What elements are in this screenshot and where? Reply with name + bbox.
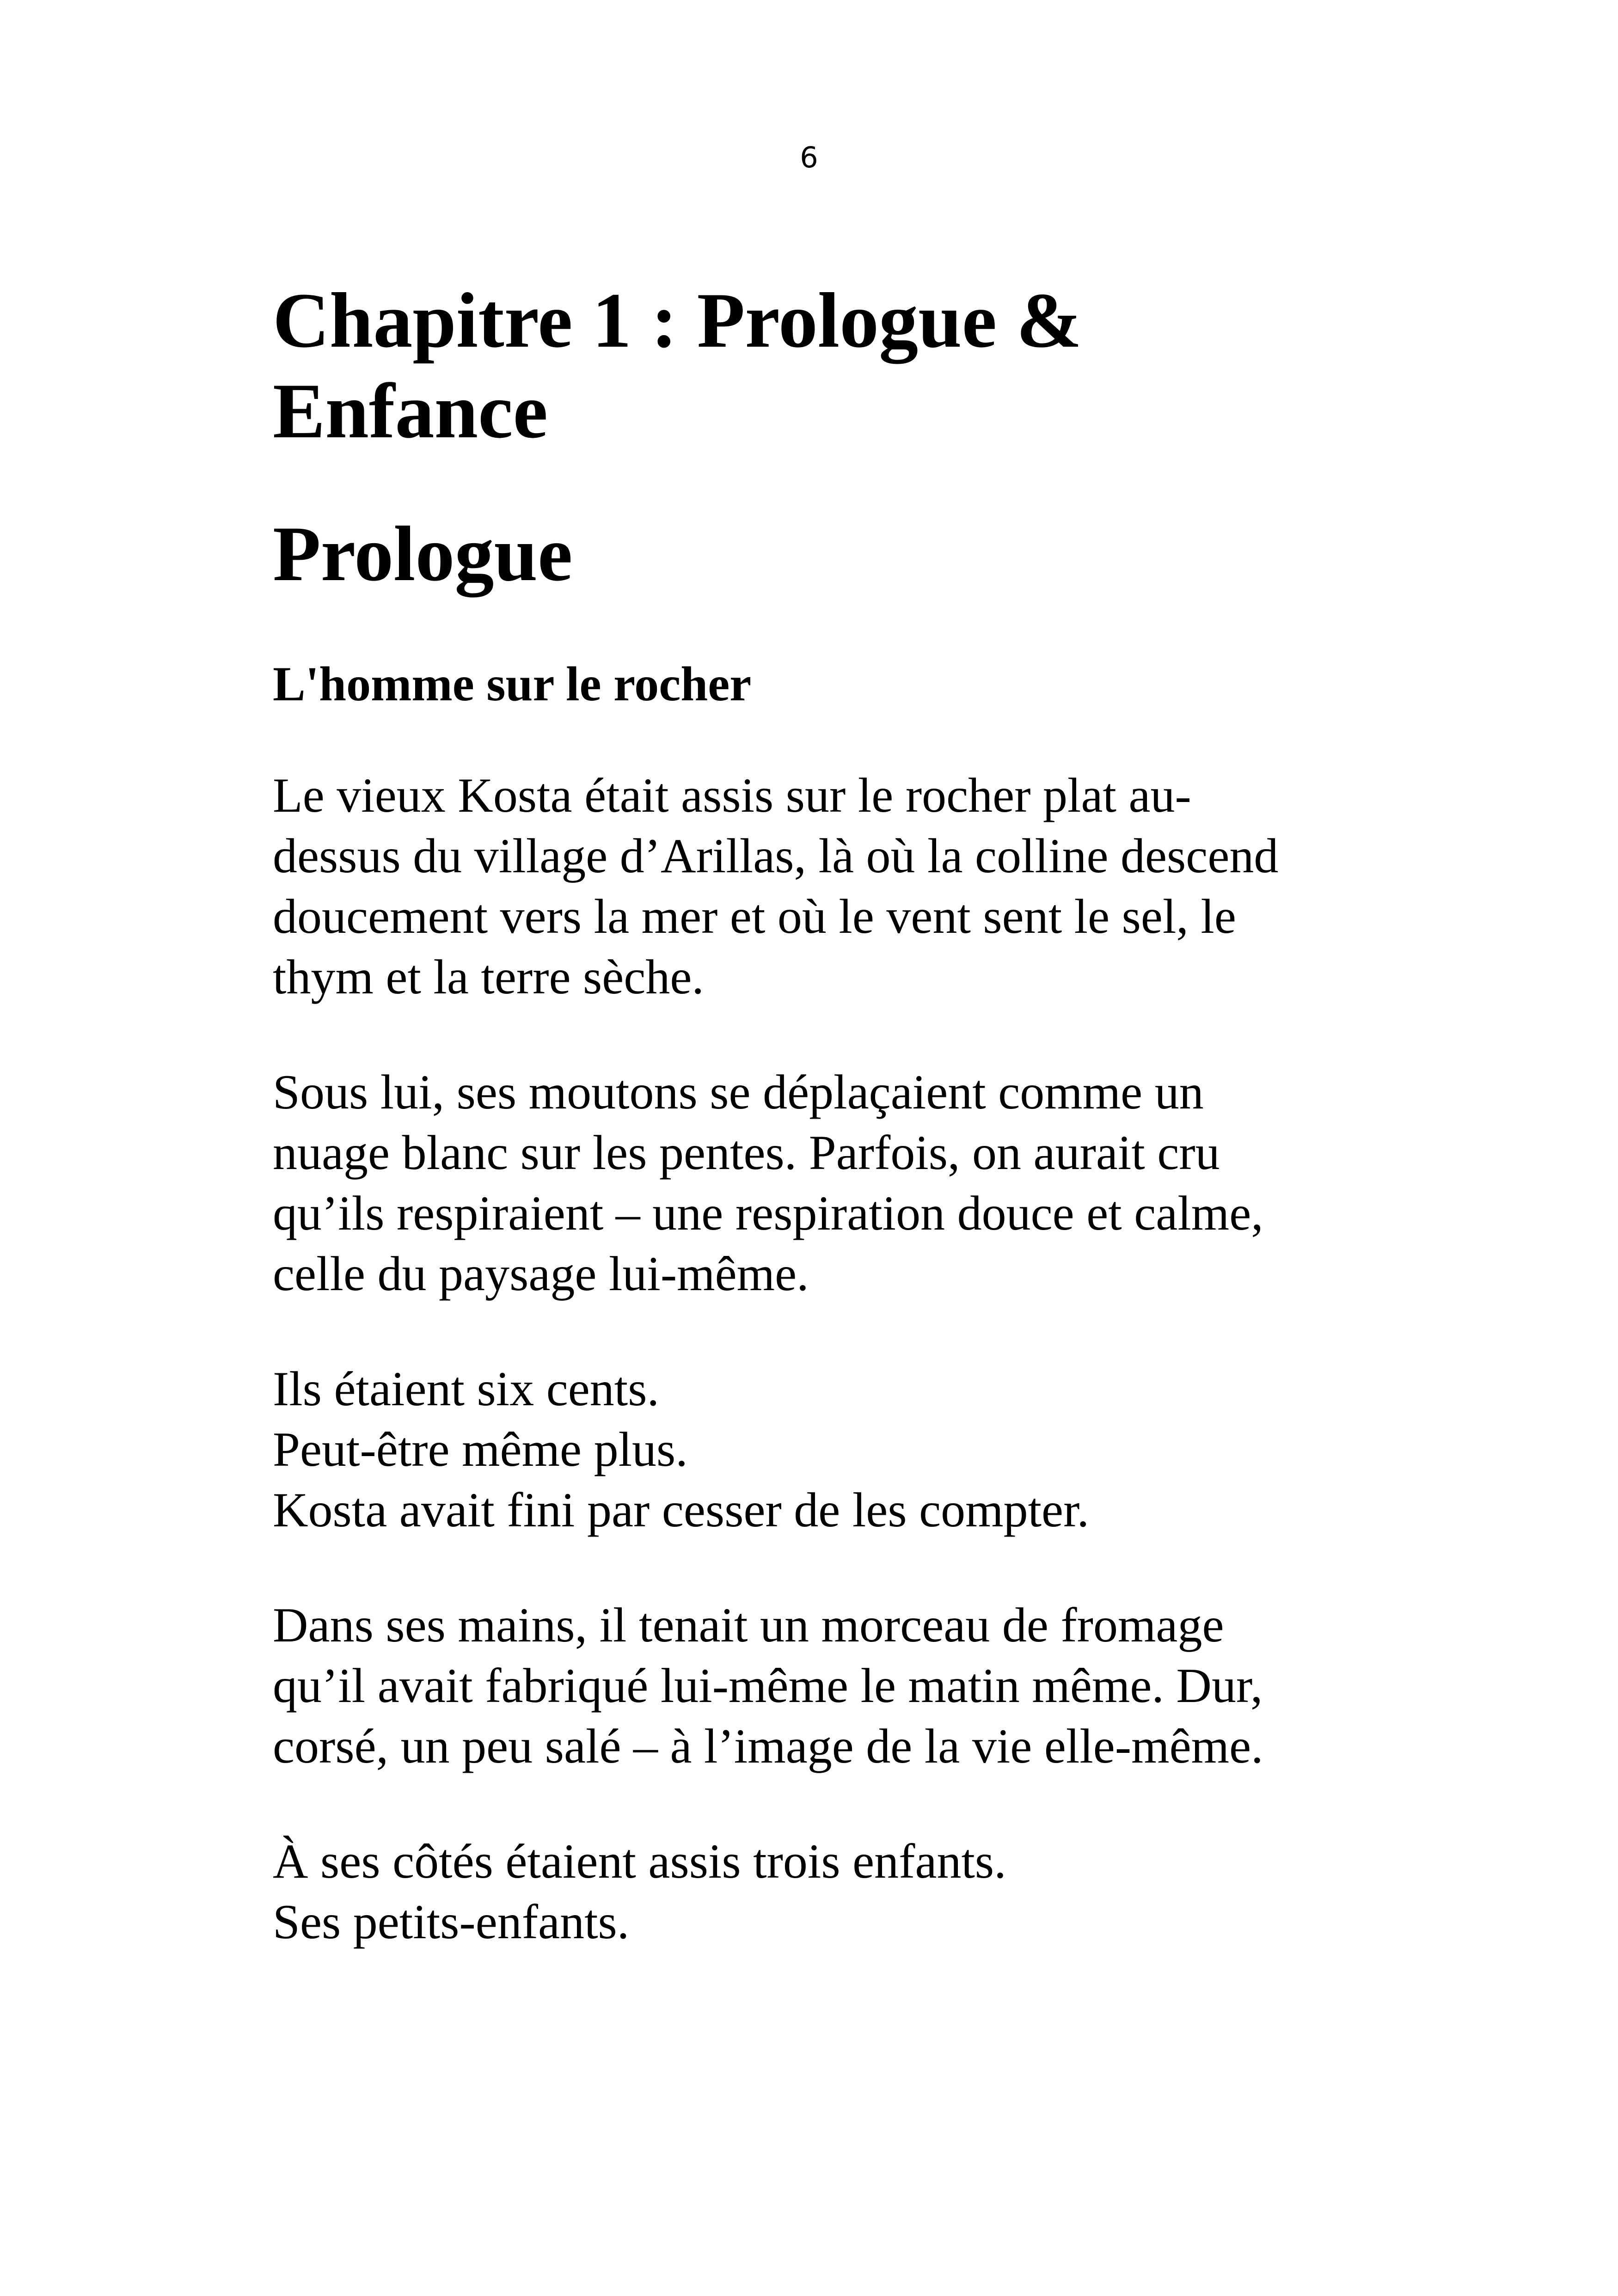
paragraph <box>273 1062 1405 1304</box>
chapter-title <box>273 275 1475 456</box>
text-line: Kosta avait fini par cesser de les compter. <box>273 1483 1090 1537</box>
text-line: Le vieux Kosta était assis sur le rocher plat au- <box>273 768 1191 822</box>
text-line: corsé, un peu salé – à l’image de la vie elle-même. <box>273 1719 1263 1773</box>
text-line: nuage blanc sur les pentes. Parfois, on aurait cru <box>273 1126 1220 1180</box>
paragraph <box>273 1359 1405 1540</box>
text-line: Sous lui, ses moutons se déplaçaient comme un <box>273 1065 1204 1119</box>
text-line: dessus du village d’Arillas, là où la colline descend <box>273 829 1279 883</box>
text-line: À ses côtés étaient assis trois enfants. <box>273 1834 1006 1888</box>
chapter-title-line: Chapitre 1 : Prologue & <box>273 277 1082 364</box>
chapter-title-line: Enfance <box>273 367 548 454</box>
page-number: 6 <box>800 141 818 174</box>
text-line: thym et la terre sèche. <box>273 950 704 1004</box>
paragraph <box>273 1831 1405 1952</box>
text-line: qu’ils respiraient – une respiration douce et calme, <box>273 1186 1263 1240</box>
paragraph <box>273 765 1405 1007</box>
paragraph <box>273 1595 1405 1776</box>
section-title: Prologue <box>273 510 573 597</box>
text-line: doucement vers la mer et où le vent sent le sel, le <box>273 889 1236 943</box>
text-line: Peut-être même plus. <box>273 1422 688 1476</box>
text-line: Ses petits-enfants. <box>273 1895 630 1949</box>
text-line: Ils étaient six cents. <box>273 1362 659 1416</box>
subsection-title: L'homme sur le rocher <box>273 657 752 711</box>
text-line: celle du paysage lui-même. <box>273 1247 809 1301</box>
body-text <box>273 765 1405 2007</box>
text-line: Dans ses mains, il tenait un morceau de fromage <box>273 1598 1224 1652</box>
text-line: qu’il avait fabriqué lui-même le matin même. Dur, <box>273 1659 1263 1713</box>
